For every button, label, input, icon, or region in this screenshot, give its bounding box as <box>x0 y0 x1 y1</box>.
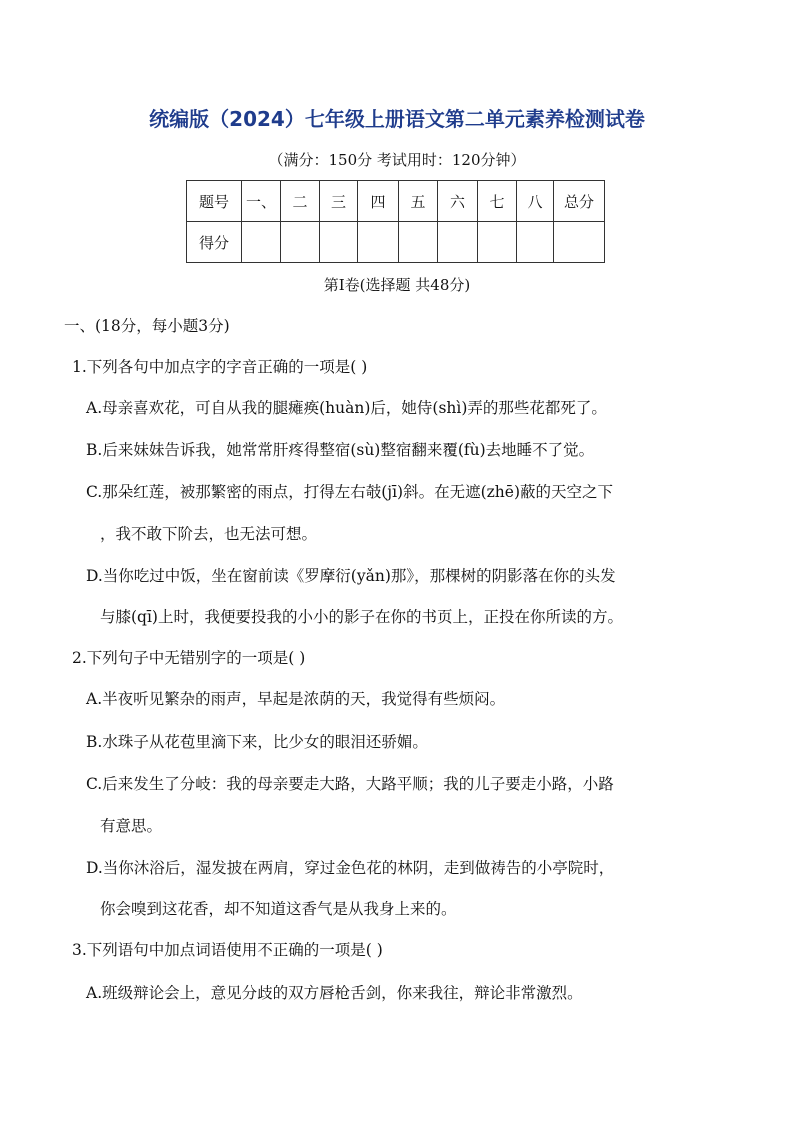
score-input-cell <box>399 222 438 263</box>
q1-option-d-cont: 与膝(qī)上时，我便要投我的小小的影子在你的书页上，正投在你所读的方。 <box>100 608 623 626</box>
score-header-cell: 七 <box>478 181 517 222</box>
exam-title: 统编版（2024）七年级上册语文第二单元素养检测试卷 <box>149 107 645 131</box>
score-table <box>186 180 605 263</box>
score-header-cell: 三 <box>320 181 358 222</box>
q1-option-c-cont: ，我不敢下阶去，也无法可想。 <box>100 525 318 543</box>
section-heading: 第Ⅰ卷(选择题 共48分) <box>323 276 471 294</box>
score-header-cell: 题号 <box>187 181 242 222</box>
score-header-cell: 五 <box>399 181 438 222</box>
question-1-stem: 1.下列各句中加点字的字音正确的一项是( ) <box>72 358 368 376</box>
score-input-cell <box>438 222 478 263</box>
score-header-cell: 六 <box>438 181 478 222</box>
q1-option-d: D.当你吃过中饭，坐在窗前读《罗摩衍(yǎn)那》，那棵树的阴影落在你的头发 <box>86 567 616 585</box>
question-2-stem: 2.下列句子中无错别字的一项是( ) <box>72 649 306 667</box>
q3-option-a: A.班级辩论会上，意见分歧的双方唇枪舌剑，你来我往，辩论非常激烈。 <box>86 984 583 1002</box>
q2-option-c: C.后来发生了分岐：我的母亲要走大路，大路平顺；我的儿子要走小路，小路 <box>86 775 614 793</box>
score-input-cell <box>281 222 320 263</box>
score-table-header-row <box>187 181 605 222</box>
score-header-cell: 二 <box>281 181 320 222</box>
score-header-cell: 四 <box>358 181 399 222</box>
score-input-cell <box>478 222 517 263</box>
q2-option-d-cont: 你会嗅到这花香，却不知道这香气是从我身上来的。 <box>100 900 457 918</box>
q1-option-b: B.后来妹妹告诉我，她常常肝疼得整宿(sù)整宿翻来覆(fù)去地睡不了觉。 <box>86 441 595 459</box>
q2-option-d: D.当你沐浴后，湿发披在两肩，穿过金色花的林阴，走到做祷告的小亭院时， <box>86 859 615 877</box>
q1-option-a: A.母亲喜欢花，可自从我的腿瘫痪(huàn)后，她侍(shì)弄的那些花都死了。 <box>86 399 607 417</box>
score-header-cell: 一、 <box>242 181 281 222</box>
score-table-score-row <box>187 222 605 263</box>
q2-option-a: A.半夜听见繁杂的雨声，早起是浓荫的天，我觉得有些烦闷。 <box>86 690 506 708</box>
score-input-cell <box>554 222 605 263</box>
score-header-cell: 总分 <box>554 181 605 222</box>
q2-option-c-cont: 有意思。 <box>100 817 163 835</box>
score-input-cell <box>242 222 281 263</box>
part-one-heading: 一、(18分，每小题3分) <box>64 317 230 335</box>
score-header-cell: 八 <box>517 181 554 222</box>
q1-option-c: C.那朵红莲，被那繁密的雨点，打得左右攲(jī)斜。在无遮(zhē)蔽的天空之下 <box>86 483 614 501</box>
question-3-stem: 3.下列语句中加点词语使用不正确的一项是( ) <box>72 941 383 959</box>
score-input-cell <box>517 222 554 263</box>
score-row-label: 得分 <box>187 222 242 263</box>
score-input-cell <box>358 222 399 263</box>
q2-option-b: B.水珠子从花苞里滴下来，比少女的眼泪还骄媚。 <box>86 733 428 751</box>
score-input-cell <box>320 222 358 263</box>
exam-subtitle: （满分：150分 考试用时：120分钟） <box>268 151 526 169</box>
